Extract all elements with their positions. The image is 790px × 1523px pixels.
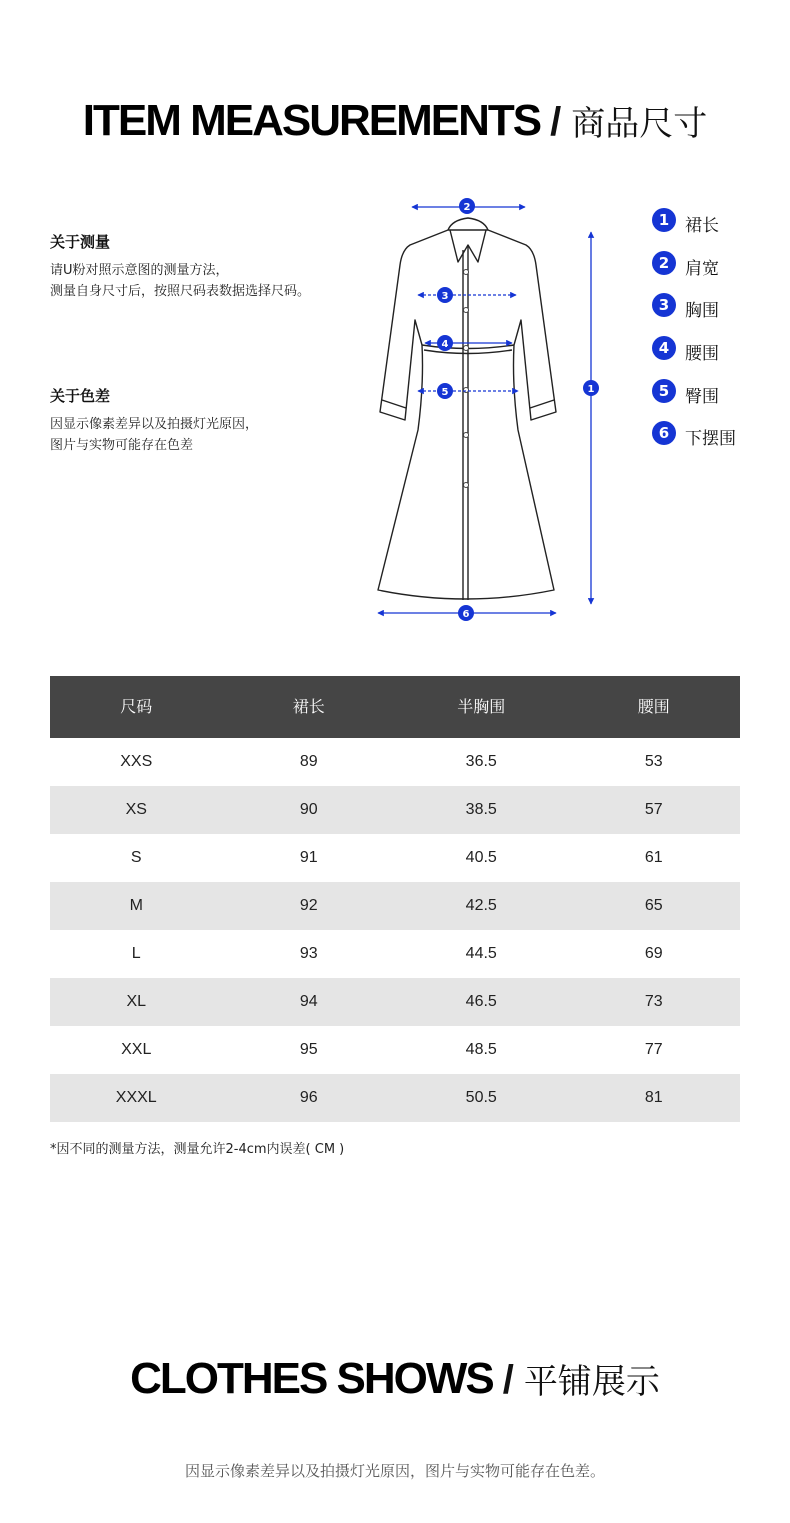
- color-note-line: 图片与实物可能存在色差: [50, 438, 194, 453]
- table-header: [50, 676, 740, 738]
- column-header-size: 尺码: [120, 697, 153, 716]
- svg-text:1: 1: [587, 384, 595, 395]
- marker-3: [437, 287, 453, 303]
- dress-measurement-diagram: [370, 190, 610, 630]
- title-cn: 商品尺寸: [571, 104, 708, 144]
- shows-title-en: CLOTHES SHOWS: [130, 1354, 493, 1403]
- table-cell: L: [131, 945, 141, 962]
- table-cell: 46.5: [465, 993, 497, 1010]
- table-row: [50, 930, 740, 978]
- legend-number: 4: [652, 336, 676, 360]
- legend-label: 下摆围: [685, 429, 736, 449]
- legend-label: 肩宽: [685, 259, 719, 279]
- color-note-line: 因显示像素差异以及拍摄灯光原因，: [50, 417, 259, 432]
- svg-text:3: 3: [441, 291, 449, 302]
- legend-item-waist: [652, 336, 782, 364]
- title-separator: /: [550, 100, 562, 144]
- table-cell: 91: [299, 849, 318, 866]
- table-row: [50, 786, 740, 834]
- table-cell: S: [130, 849, 142, 866]
- table-row: [50, 834, 740, 882]
- table-cell: 61: [644, 849, 663, 866]
- table-cell: 38.5: [465, 801, 497, 818]
- table-cell: 53: [644, 753, 663, 770]
- svg-text:4: 4: [441, 339, 449, 350]
- table-cell: XXL: [121, 1041, 152, 1058]
- marker-2: [459, 198, 475, 214]
- table-cell: 93: [299, 945, 318, 962]
- table-cell: 40.5: [465, 849, 497, 866]
- legend-label: 臀围: [685, 387, 719, 407]
- item-measurements-title: [0, 96, 790, 146]
- table-footnote: *因不同的测量方法，测量允许2-4cm内误差( CM ): [50, 1142, 345, 1157]
- table-cell: 73: [644, 993, 663, 1010]
- legend-number: 2: [652, 251, 676, 275]
- legend-label: 裙长: [685, 216, 719, 236]
- table-cell: 77: [644, 1041, 663, 1058]
- color-difference-note: [50, 385, 380, 456]
- table-cell: 95: [299, 1041, 318, 1058]
- table-cell: 50.5: [465, 1089, 497, 1106]
- marker-5: [437, 383, 453, 399]
- column-header-half-chest: 半胸围: [457, 697, 506, 716]
- size-table: [50, 676, 740, 1122]
- measurement-note: [50, 231, 380, 302]
- table-cell: 81: [644, 1089, 663, 1106]
- marker-1: [583, 380, 599, 396]
- legend-item-hem: [652, 421, 782, 449]
- measurement-lines: [378, 207, 591, 613]
- legend-item-length: [652, 208, 782, 236]
- marker-4: [437, 335, 453, 351]
- table-cell: XXS: [120, 753, 153, 770]
- marker-6: [458, 605, 474, 621]
- table-cell: 42.5: [465, 897, 497, 914]
- color-note-heading: 关于色差: [50, 387, 111, 405]
- table-cell: 57: [644, 801, 663, 818]
- legend-number: 5: [652, 379, 676, 403]
- table-cell: M: [129, 897, 143, 914]
- shows-caption: 因显示像素差异以及拍摄灯光原因，图片与实物可能存在色差。: [184, 1462, 605, 1480]
- measurement-note-line: 测量自身尺寸后，按照尺码表数据选择尺码。: [50, 284, 311, 299]
- shows-title-separator: /: [502, 1358, 514, 1402]
- table-cell: 48.5: [465, 1041, 497, 1058]
- table-cell: 92: [299, 897, 318, 914]
- svg-text:5: 5: [441, 387, 449, 398]
- legend-label: 腰围: [685, 344, 719, 364]
- table-cell: XL: [126, 993, 147, 1010]
- table-row: [50, 1026, 740, 1074]
- shows-title-cn: 平铺展示: [523, 1362, 660, 1402]
- table-cell: 90: [299, 801, 318, 818]
- legend-label: 胸围: [685, 301, 719, 321]
- dress-outline: [378, 218, 556, 600]
- table-row: [50, 1074, 740, 1122]
- measurement-note-line: 请U粉对照示意图的测量方法，: [50, 263, 229, 278]
- table-row: [50, 882, 740, 930]
- clothes-shows-title: [0, 1354, 790, 1404]
- legend-item-shoulder: [652, 251, 782, 279]
- column-header-waist: 腰围: [637, 697, 670, 716]
- table-cell: 69: [644, 945, 663, 962]
- legend-number: 6: [652, 421, 676, 445]
- table-row: [50, 738, 740, 786]
- table-cell: 65: [644, 897, 663, 914]
- table-cell: 44.5: [465, 945, 497, 962]
- table-cell: 89: [299, 753, 318, 770]
- legend-item-chest: [652, 293, 782, 321]
- table-cell: 94: [299, 993, 318, 1010]
- table-cell: 36.5: [465, 753, 497, 770]
- legend-item-hip: [652, 379, 782, 407]
- table-cell: XS: [125, 801, 147, 818]
- table-row: [50, 978, 740, 1026]
- title-en: ITEM MEASUREMENTS: [82, 96, 541, 145]
- svg-text:6: 6: [462, 609, 470, 620]
- legend-number: 1: [652, 208, 676, 232]
- legend-number: 3: [652, 293, 676, 317]
- table-cell: XXXL: [115, 1089, 157, 1106]
- column-header-length: 裙长: [292, 697, 325, 716]
- measurement-note-heading: 关于测量: [50, 233, 111, 251]
- svg-text:2: 2: [463, 202, 471, 213]
- table-cell: 96: [299, 1089, 318, 1106]
